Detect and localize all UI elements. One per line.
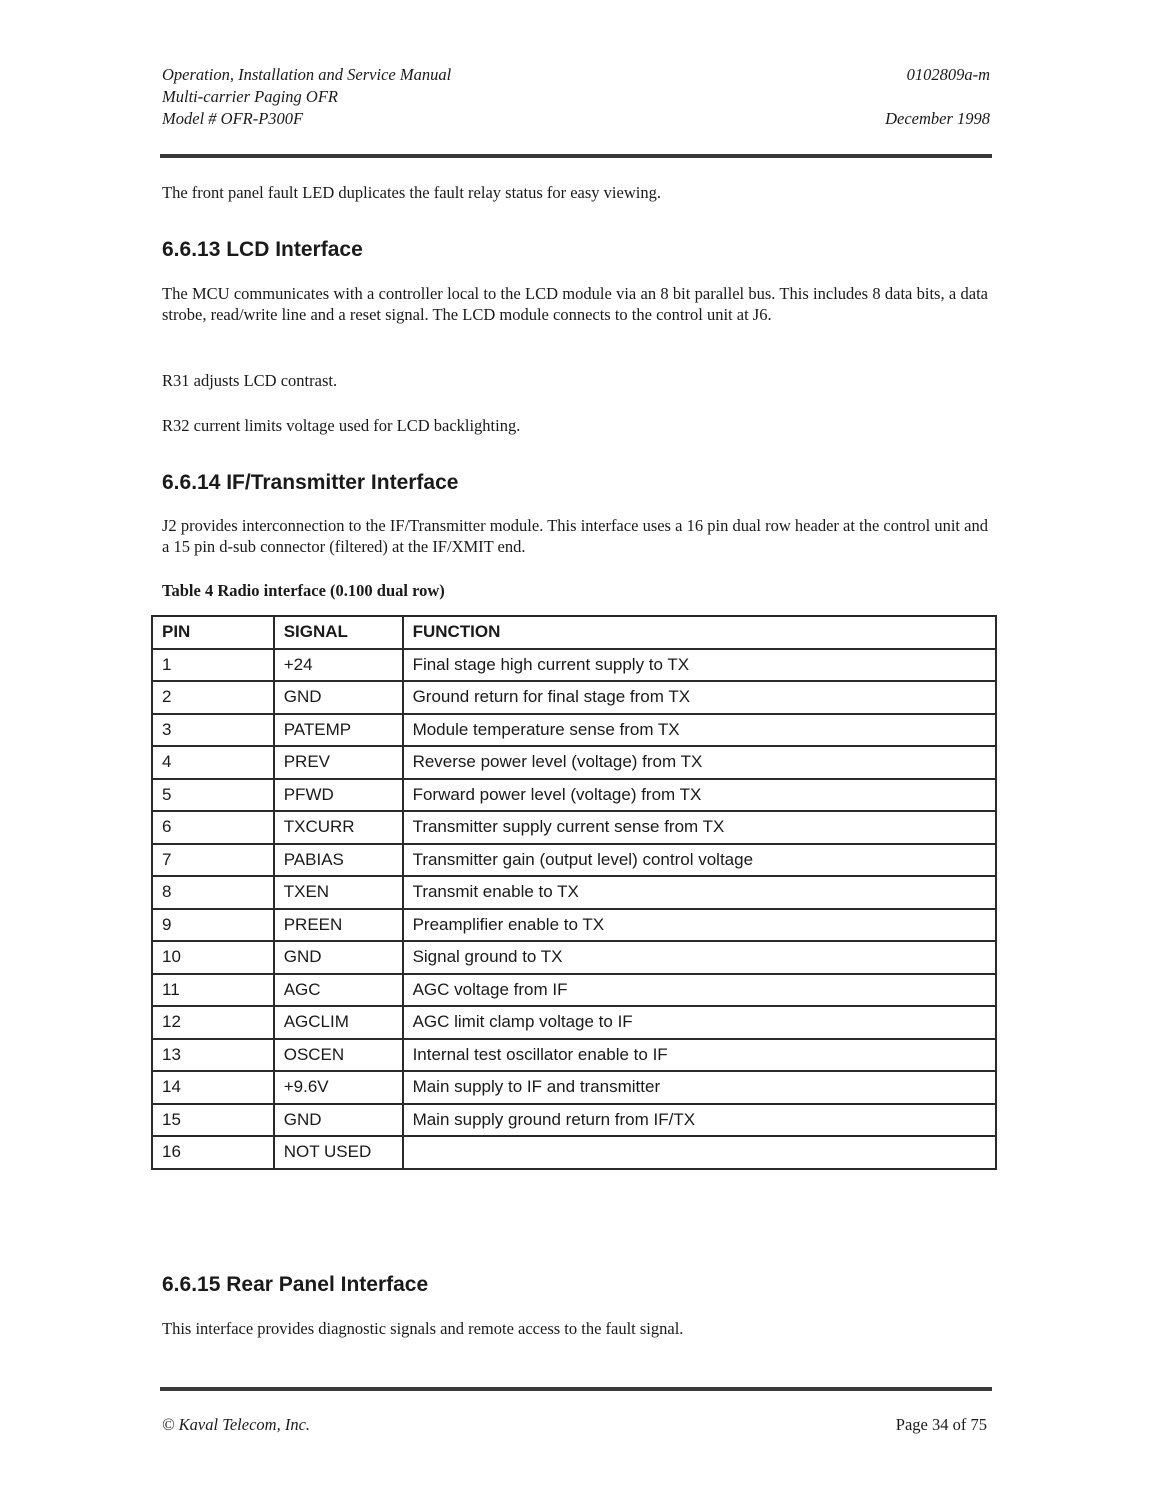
signal-cell: GND [274, 1104, 403, 1137]
signal-cell: PATEMP [274, 714, 403, 747]
function-cell: Transmitter supply current sense from TX [403, 811, 996, 844]
function-cell: Final stage high current supply to TX [403, 649, 996, 682]
if-transmitter-paragraph: J2 provides interconnection to the IF/Transmitter module. This interface uses a 16 pin dual row header at the control unit and a 15 pin d-sub connector (filtered) at the IF/XMIT end. [162, 516, 988, 556]
manual-title: Operation, Installation and Service Manual [162, 65, 452, 84]
function-cell: Preamplifier enable to TX [403, 909, 996, 942]
function-cell [403, 1136, 996, 1169]
header-divider [160, 154, 992, 158]
table-row [152, 1039, 996, 1072]
signal-cell: OSCEN [274, 1039, 403, 1072]
table-row [152, 1136, 996, 1169]
column-header-pin: PIN [152, 616, 274, 649]
section-heading-lcd: 6.6.13 LCD Interface [162, 238, 363, 261]
pin-cell: 14 [152, 1071, 274, 1104]
table-row [152, 909, 996, 942]
pin-cell: 12 [152, 1006, 274, 1039]
section-heading-rear-panel: 6.6.15 Rear Panel Interface [162, 1273, 429, 1296]
table-row [152, 746, 996, 779]
function-cell: Ground return for final stage from TX [403, 681, 996, 714]
pin-cell: 7 [152, 844, 274, 877]
function-cell: Module temperature sense from TX [403, 714, 996, 747]
table-row [152, 811, 996, 844]
table-header-row [152, 616, 996, 649]
pin-cell: 3 [152, 714, 274, 747]
signal-cell: PABIAS [274, 844, 403, 877]
page-header [162, 64, 990, 136]
function-cell: Reverse power level (voltage) from TX [403, 746, 996, 779]
signal-cell: NOT USED [274, 1136, 403, 1169]
signal-cell: AGCLIM [274, 1006, 403, 1039]
product-name: Multi-carrier Paging OFR [162, 87, 338, 106]
signal-cell: AGC [274, 974, 403, 1007]
section-heading-if-transmitter: 6.6.14 IF/Transmitter Interface [162, 471, 459, 494]
function-cell: Transmit enable to TX [403, 876, 996, 909]
signal-cell: PREEN [274, 909, 403, 942]
column-header-signal: SIGNAL [274, 616, 403, 649]
table-row [152, 941, 996, 974]
signal-cell: PFWD [274, 779, 403, 812]
pin-cell: 2 [152, 681, 274, 714]
table-row [152, 681, 996, 714]
signal-cell: +9.6V [274, 1071, 403, 1104]
table-row [152, 649, 996, 682]
signal-cell: TXCURR [274, 811, 403, 844]
lcd-paragraph-3: R32 current limits voltage used for LCD backlighting. [162, 416, 521, 435]
column-header-function: FUNCTION [403, 616, 996, 649]
lcd-paragraph-1: The MCU communicates with a controller local to the LCD module via an 8 bit parallel bus. This includes 8 data bits, a data strobe, read/write line and a reset signal. The LCD module connects to the control unit at J6. [162, 284, 988, 324]
table-row [152, 844, 996, 877]
function-cell: Main supply to IF and transmitter [403, 1071, 996, 1104]
table-row [152, 974, 996, 1007]
signal-cell: TXEN [274, 876, 403, 909]
table-row [152, 714, 996, 747]
table-row [152, 1071, 996, 1104]
function-cell: AGC limit clamp voltage to IF [403, 1006, 996, 1039]
radio-interface-table [151, 615, 997, 1170]
table-caption: Table 4 Radio interface (0.100 dual row) [162, 581, 445, 600]
pin-cell: 15 [152, 1104, 274, 1137]
intro-paragraph: The front panel fault LED duplicates the fault relay status for easy viewing. [162, 183, 661, 202]
document-date: December 1998 [885, 109, 990, 128]
model-number: Model # OFR-P300F [162, 109, 304, 128]
function-cell: Transmitter gain (output level) control voltage [403, 844, 996, 877]
footer-page-number: Page 34 of 75 [895, 1415, 987, 1434]
signal-cell: GND [274, 681, 403, 714]
pin-cell: 8 [152, 876, 274, 909]
pin-cell: 10 [152, 941, 274, 974]
lcd-paragraph-2: R31 adjusts LCD contrast. [162, 371, 338, 390]
function-cell: Internal test oscillator enable to IF [403, 1039, 996, 1072]
pin-cell: 13 [152, 1039, 274, 1072]
function-cell: Forward power level (voltage) from TX [403, 779, 996, 812]
pin-cell: 4 [152, 746, 274, 779]
pin-cell: 5 [152, 779, 274, 812]
footer-divider [160, 1387, 992, 1391]
pin-cell: 9 [152, 909, 274, 942]
header-title-block [162, 64, 451, 130]
footer-copyright: © Kaval Telecom, Inc. [162, 1415, 311, 1434]
signal-cell: +24 [274, 649, 403, 682]
pin-cell: 1 [152, 649, 274, 682]
document-number: 0102809a-m [906, 65, 990, 84]
function-cell: AGC voltage from IF [403, 974, 996, 1007]
table-row [152, 1006, 996, 1039]
pin-cell: 11 [152, 974, 274, 1007]
signal-cell: PREV [274, 746, 403, 779]
table-row [152, 1104, 996, 1137]
rear-panel-paragraph: This interface provides diagnostic signals and remote access to the fault signal. [162, 1319, 684, 1338]
pin-cell: 16 [152, 1136, 274, 1169]
signal-cell: GND [274, 941, 403, 974]
table-row [152, 779, 996, 812]
table-row [152, 876, 996, 909]
pin-cell: 6 [152, 811, 274, 844]
function-cell: Signal ground to TX [403, 941, 996, 974]
function-cell: Main supply ground return from IF/TX [403, 1104, 996, 1137]
